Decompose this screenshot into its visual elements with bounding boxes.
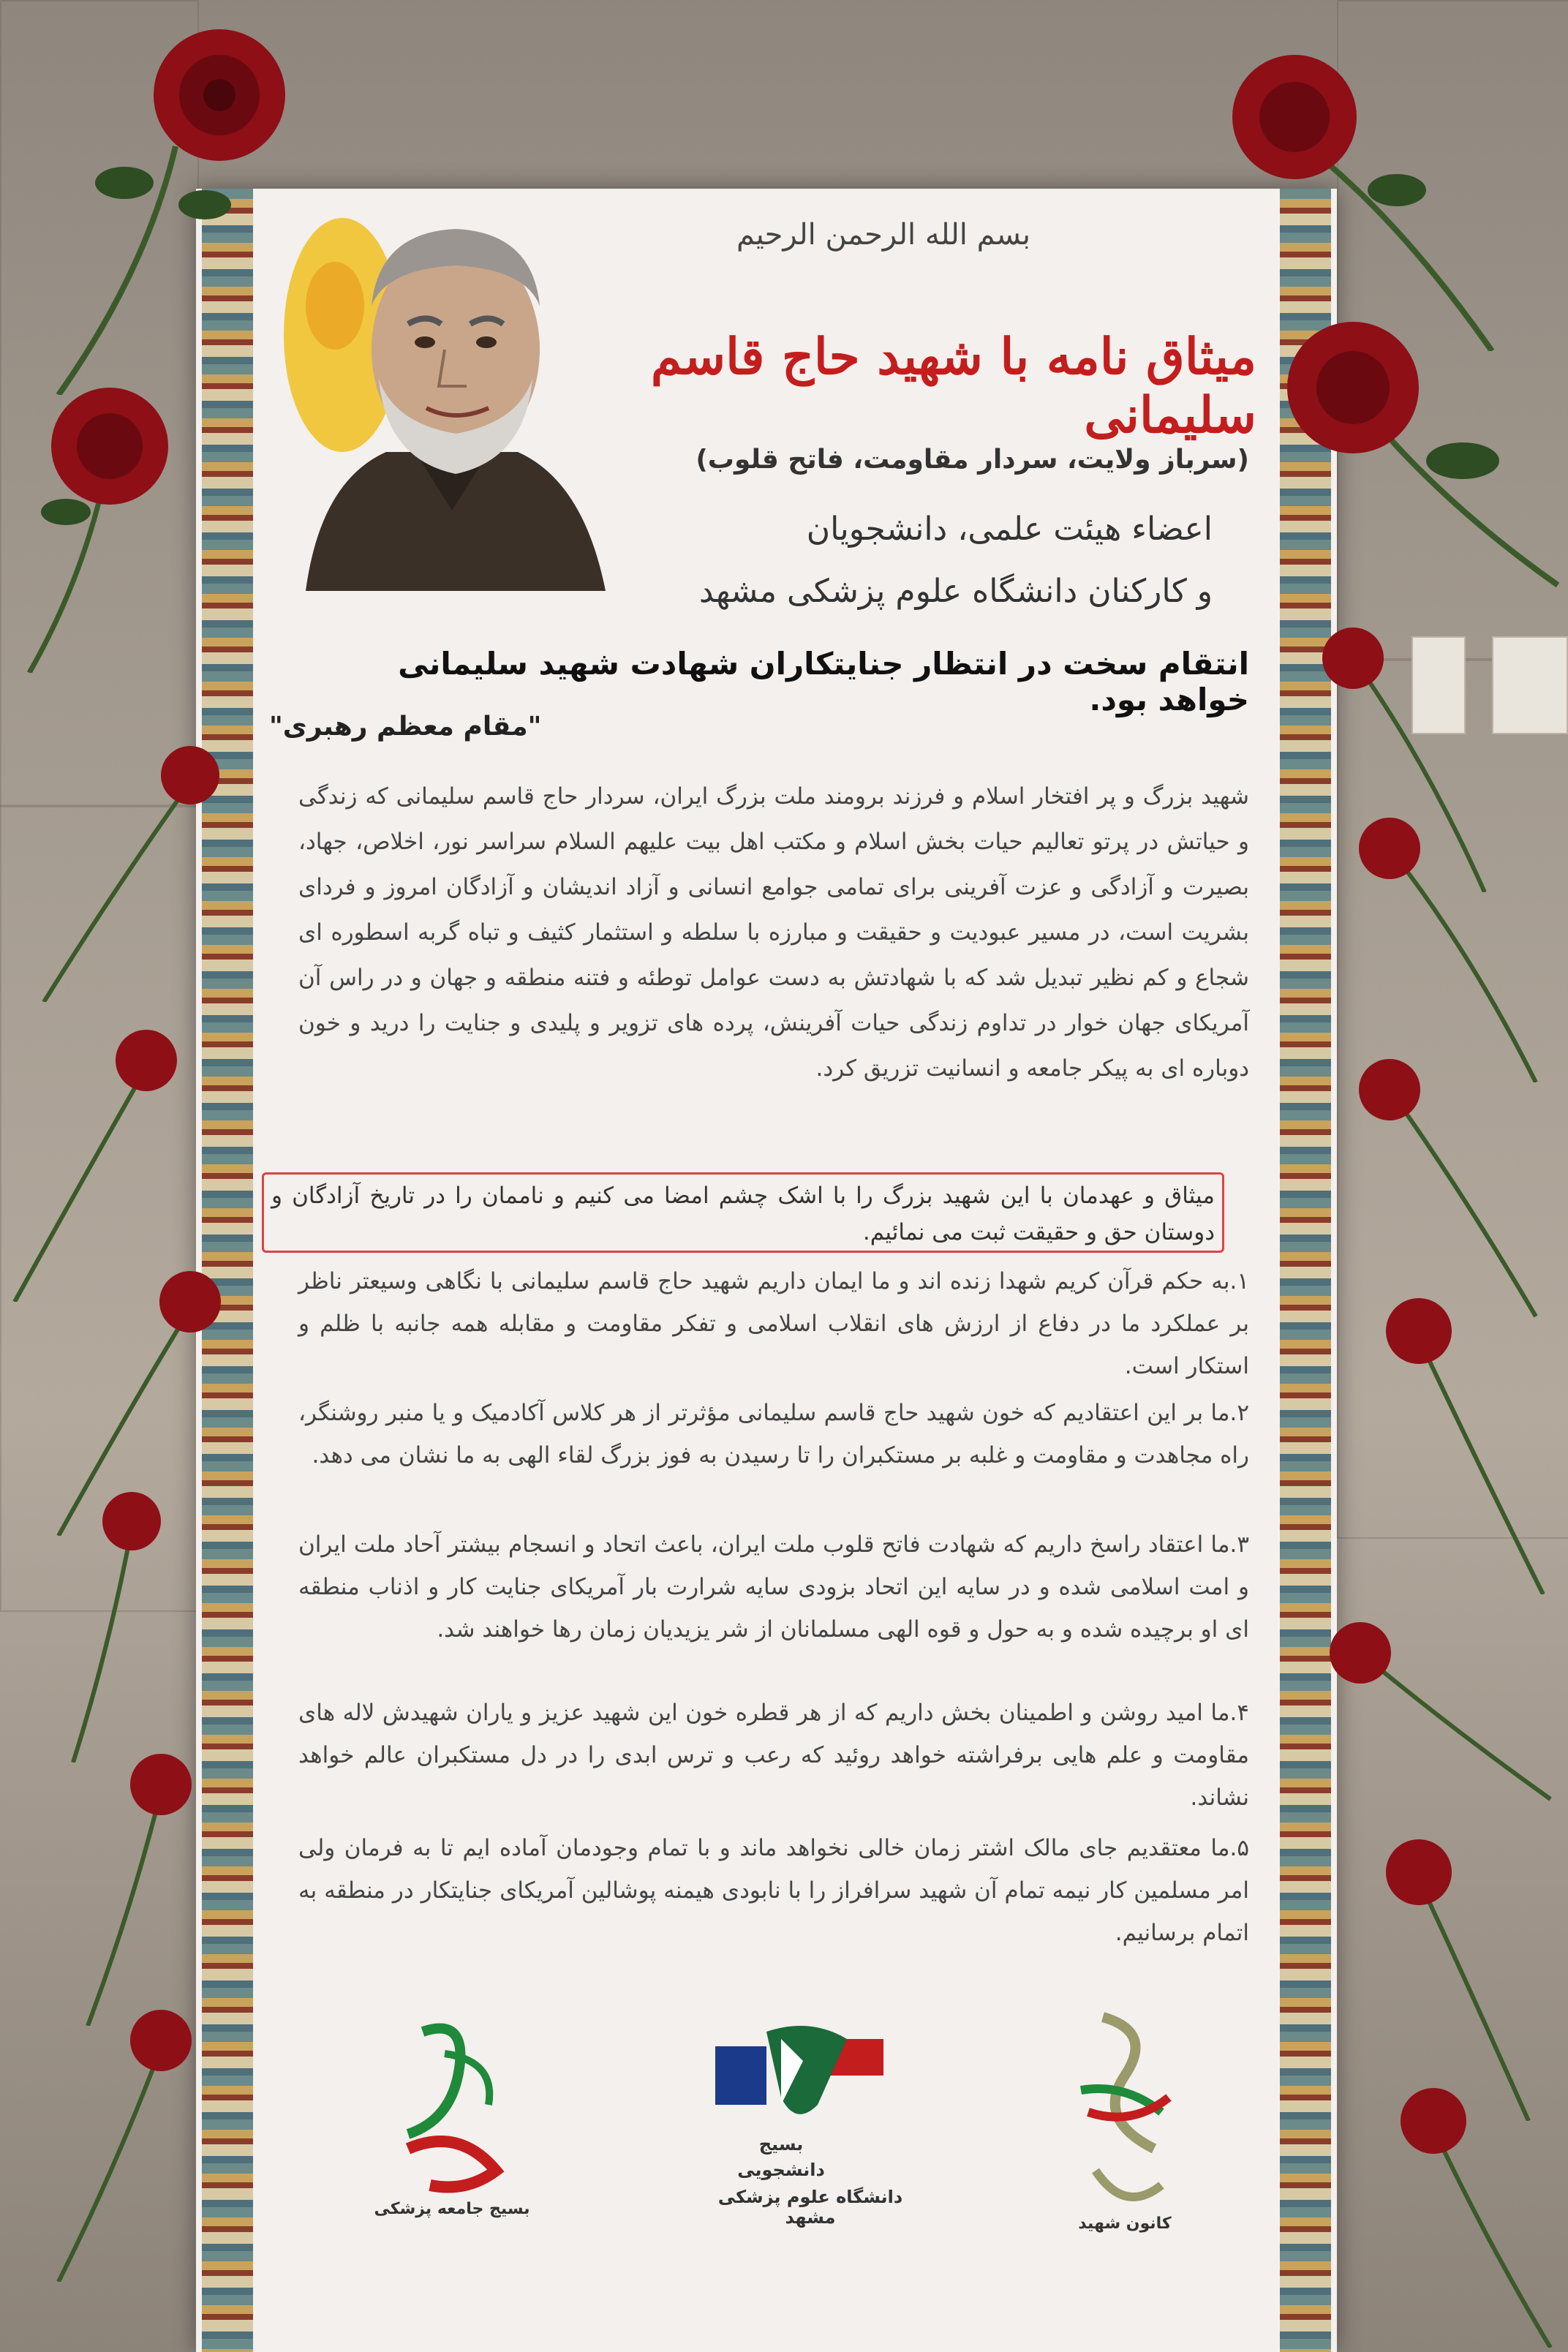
intro-paragraph: شهید بزرگ و پر افتخار اسلام و فرزند برومند ملت بزرگ ایران، سردار حاج قاسم سلیمانی که زندگی و حیاتش در پرتو تعالیم حیات بخش اسلام و مکتب اهل بیت علیهم السلام سراسر نور، اخلاص، جهاد، بصیرت و آزادگی و عزت آفرینی برای تمامی جوامع انسانی و آزاد اندیشان و آزادگان امروز و فردای بشریت است، در مسیر عبودیت و حقیقت و مبارزه با سلطه و استثمار کثیف و تباه گربه اسطوره ای شجاع و کم نظیر تبدیل شد که با شهادتش به دست عوامل توطئه و فتنه منطقه و جهان و در راس آن آمریکای جهان خوار در تداوم زندگی حیات آفرینش، پرده های تزویر و پلیدی و جنایت را درید و خون دوباره ای به پیکر جامعه و انسانیت تزریق کرد. (298, 783, 1249, 1082)
point-4: ۴.ما امید روشن و اطمینان بخش داریم که از هر قطره خون این شهید عزیز و یاران شهیدش لاله های مقاومت و علم هایی برفراشته خواهد روئید که رعب و ترس ابدی را در دل مستکبران عالم خواهد نشاند. (298, 1700, 1249, 1811)
banner-subtitle: (سرباز ولایت، سردار مقاومت، فاتح قلوب) (696, 445, 1249, 475)
point-1: ۱.به حکم قرآن کریم شهدا زنده اند و ما ایمان داریم شهید حاج قاسم سلیمانی با نگاهی وسیعتر ناظر بر عملکرد ما در دفاع از ارزش های انقلاب اسلامی و تفکر مقاومت و مقابله همه جانبه با ظلم و استکار است. (298, 1268, 1249, 1379)
banner-content (262, 189, 1271, 2352)
rose-icon (15, 739, 234, 1002)
pledge-statement: میثاق و عهدمان با این شهید بزرگ را با اشک چشم امضا می کنیم و ناممان را در تاریخ آزادگان و دوستان حق و حقیقت ثبت می نمائیم. (262, 1172, 1224, 1253)
rose-icon (29, 1485, 234, 1763)
portrait-image (276, 203, 620, 591)
addressee-line-1: اعضاء هیئت علمی، دانشجویان (806, 510, 1213, 548)
rose-icon (1360, 1287, 1565, 1594)
pledge-banner (196, 189, 1337, 2352)
logo-row (262, 2002, 1271, 2233)
rose-icon (1273, 307, 1565, 600)
center-logo-line-2: دانشجویی (737, 2160, 825, 2180)
center-logo-line-1: بسیج (758, 2134, 804, 2155)
center-logo-line-3: دانشگاه علوم پزشکی مشهد (717, 2187, 903, 2228)
rose-icon (1375, 2077, 1565, 2348)
point-2: ۲.ما بر این اعتقادیم که خون شهید حاج قاسم سلیمانی مؤثرتر از هر کلاس آکادمیک و یا منبر روشنگر، راه مجاهدت و مقاومت و غلبه بر مستکبران را تا رسیدن به فوز بزرگ لقاء الهی به ما نشان می دهد. (298, 1400, 1249, 1469)
point-5: ۵.ما معتقدیم جای مالک اشتر زمان خالی نخواهد ماند و با تمام وجودمان آماده ایم تا به فرمان ولی امر مسلمین کار نیمه تمام آن شهید سرافراز را با نابودی هیمنه پوشالین آمریکای جنایتکار در منطقه به اتمام برسانیم. (298, 1835, 1249, 1946)
banner-title: میثاق نامه با شهید حاج قاسم سلیمانی (650, 328, 1256, 445)
addressee-line-2: و کارکنان دانشگاه علوم پزشکی مشهد (698, 573, 1213, 610)
rose-icon (1199, 44, 1507, 351)
rose-icon (0, 366, 219, 673)
leader-quote: انتقام سخت در انتظار جنایتکاران شهادت شهید سلیمانی خواهد بود. (398, 646, 1249, 717)
quote-attribution: "مقام معظم رهبری" (269, 712, 542, 742)
basmala: بسم الله الرحمن الرحیم (736, 218, 1031, 252)
rose-icon (1302, 1609, 1565, 1828)
right-logo-label: کانون شهید (1078, 2215, 1172, 2233)
rose-icon (1346, 1046, 1565, 1324)
point-3: ۳.ما اعتقاد راسخ داریم که شهادت فاتح قلوب ملت ایران، باعث اتحاد و انسجام بیشتر آحاد ملت ایران و امت اسلامی شده و در سایه این اتحاد بزودی سایه شرارت بار آمریکای جنایت کار و اذناب منطقه ای او برچیده شده و به حول و قوه الهی مسلمانان از شر یزیدیان زمان رها خواهند شد. (298, 1531, 1249, 1643)
student-basij-logo (701, 2017, 891, 2134)
rose-icon (1346, 804, 1565, 1082)
left-logo-label: بسیج جامعه پزشکی (374, 2200, 530, 2218)
kanoon-logo (1052, 2002, 1198, 2222)
rose-icon (29, 2004, 219, 2282)
basij-medical-logo (379, 2010, 525, 2200)
rose-icon (44, 15, 307, 395)
rose-icon (44, 1748, 234, 2026)
